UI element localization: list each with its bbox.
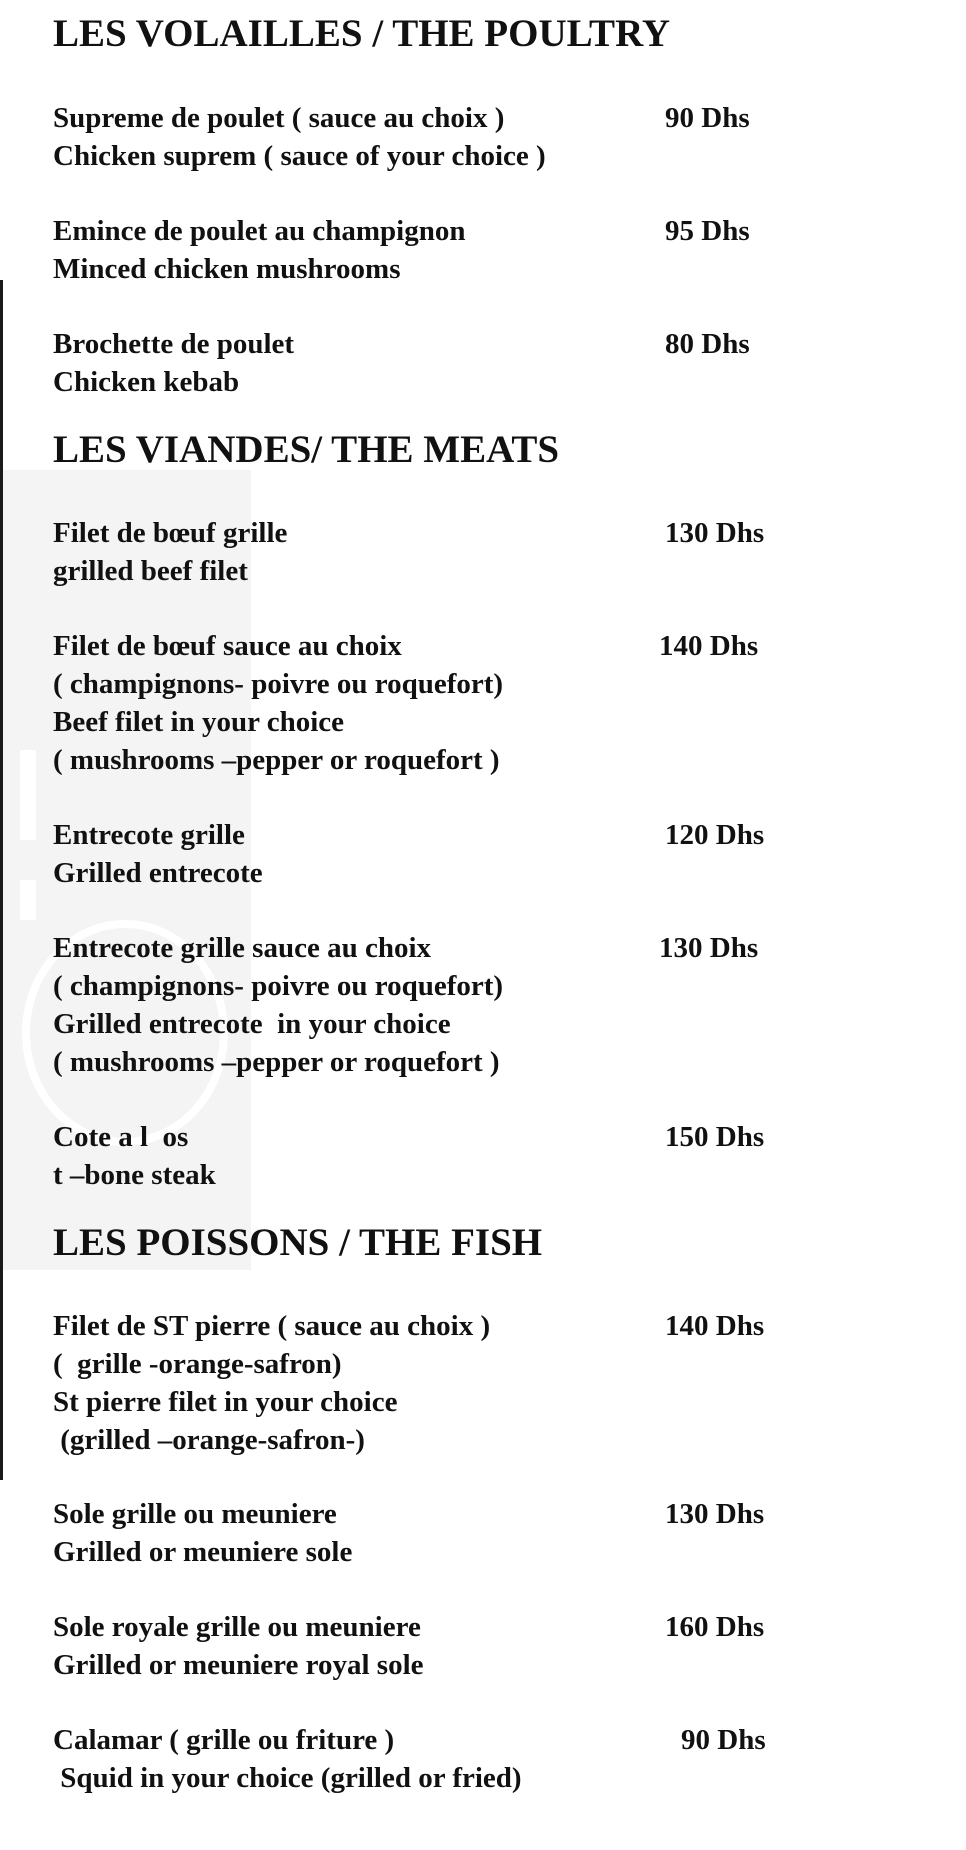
item-line: Supreme de poulet ( sauce au choix ) [53,102,505,134]
item-price: 140 Dhs [659,630,759,662]
item-price: 90 Dhs [681,1724,766,1756]
item-line: grilled beef filet [53,555,248,587]
item-price: 140 Dhs [665,1310,765,1342]
item-price: 120 Dhs [665,819,765,851]
item-line: ( grille -orange-safron) [53,1348,342,1380]
item-line: Sole grille ou meuniere [53,1498,337,1530]
item-line: Brochette de poulet [53,328,295,360]
item-price: 80 Dhs [665,328,750,360]
item-line: Grilled entrecote [53,857,263,889]
item-line: ( mushrooms –pepper or roquefort ) [53,744,500,776]
item-line: ( mushrooms –pepper or roquefort ) [53,1046,500,1078]
item-line: ( champignons- poivre ou roquefort) [53,668,504,700]
item-line: Cote a l os [53,1121,189,1153]
item-line: Squid in your choice (grilled or fried) [53,1762,522,1794]
item-price: 95 Dhs [665,215,750,247]
item-price: 150 Dhs [665,1121,765,1153]
section-title-poultry: LES VOLAILLES / THE POULTRY [53,12,671,55]
item-line: Grilled entrecote in your choice [53,1008,451,1040]
item-line: Grilled or meuniere sole [53,1536,353,1568]
item-price: 130 Dhs [665,517,765,549]
item-line: Entrecote grille sauce au choix [53,932,432,964]
item-line: Calamar ( grille ou friture ) [53,1724,395,1756]
item-line: St pierre filet in your choice [53,1386,398,1418]
item-price: 90 Dhs [665,102,750,134]
item-price: 130 Dhs [659,932,759,964]
item-line: Chicken suprem ( sauce of your choice ) [53,140,546,172]
item-line: (grilled –orange-safron-) [53,1424,365,1456]
item-line: Chicken kebab [53,366,240,398]
item-line: Filet de bœuf grille [53,517,288,549]
item-line: Minced chicken mushrooms [53,253,401,285]
item-line: Entrecote grille [53,819,245,851]
section-title-meats: LES VIANDES/ THE MEATS [53,428,560,471]
item-line: Sole royale grille ou meuniere [53,1611,421,1643]
item-line: Grilled or meuniere royal sole [53,1649,424,1681]
item-line: ( champignons- poivre ou roquefort) [53,970,504,1002]
item-line: Filet de bœuf sauce au choix [53,630,402,662]
item-price: 130 Dhs [665,1498,765,1530]
item-line: Emince de poulet au champignon [53,215,466,247]
section-title-fish: LES POISSONS / THE FISH [53,1221,543,1264]
item-line: t –bone steak [53,1159,216,1191]
item-line: Filet de ST pierre ( sauce au choix ) [53,1310,491,1342]
item-price: 160 Dhs [665,1611,765,1643]
item-line: Beef filet in your choice [53,706,345,738]
